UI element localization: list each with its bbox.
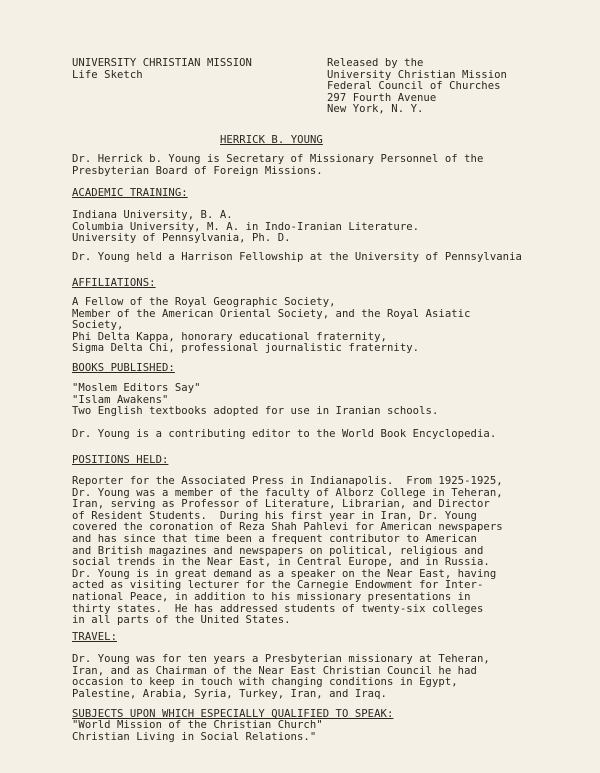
books-note: Dr. Young is a contributing editor to the World Book Encyclopedia. [72,428,497,440]
travel-paragraph [72,654,490,700]
subject-line: Christian Living in Social Relations." [72,730,317,743]
travel-line: Palestine, Arabia, Syria, Turkey, Iran, and Iraq. [72,687,387,700]
book-line: Two English textbooks adopted for use in Iranian schools. [72,405,439,418]
affiliation-line: Phi Delta Kappa, honorary educational fraternity, [72,330,387,343]
travel-line: occasion to keep in touch with changing conditions in Egypt, [72,676,458,689]
release-line-1: Released by the [327,57,424,69]
academic-line: University of Pennsylvania, Ph. D. [72,232,291,245]
release-line-3: Federal Council of Churches [327,80,501,93]
positions-line: Dr. Young was a member of the faculty of Alborz College in Teheran, [72,486,503,499]
positions-line: in all parts of the United States. [72,614,291,627]
affiliation-line: Member of the American Oriental Society, and the Royal Asiatic [72,307,471,320]
header-right [327,58,507,116]
intro-line: Dr. Herrick b. Young is Secretary of Missionary Personnel of the [72,153,484,165]
intro-paragraph [72,154,483,177]
positions-line: acted as visiting lecturer for the Carnegie Endowment for Inter- [72,579,484,592]
positions-paragraph [72,476,503,627]
release-line-5: New York, N. Y. [327,103,424,116]
release-line-2: University Christian Mission [327,68,507,81]
affiliation-line: Society, [72,319,124,332]
positions-line: Reporter for the Associated Press in Indianapolis. From 1925-1925, [72,475,503,487]
academic-line: Indiana University, B. A. [72,209,233,221]
positions-line: and British magazines and newspapers on political, religious and [72,544,484,557]
academic-note: Dr. Young held a Harrison Fellowship at the University of Pennsylvania [72,251,522,263]
academic-heading: ACADEMIC TRAINING: [72,187,188,199]
positions-line: national Peace, in addition to his missionary presentations in [72,590,471,603]
affiliations-list [72,297,471,355]
books-heading: BOOKS PUBLISHED: [72,362,175,374]
subjects-list [72,720,323,743]
positions-heading: POSITIONS HELD: [72,454,169,466]
positions-line: thirty states. He has addressed students of twenty-six colleges [72,602,484,615]
release-line-4: 297 Fourth Avenue [327,91,437,104]
travel-line: Iran, and as Chairman of the Near East Christian Council he had [72,664,477,677]
affiliation-line: Sigma Delta Chi, professional journalistic fraternity. [72,342,420,355]
subject-line: "World Mission of the Christian Church" [72,719,323,731]
subjects-heading: SUBJECTS UPON WHICH ESPECIALLY QUALIFIED TO SPEAK: [72,708,394,720]
positions-line: Iran, serving as Professor of Literature, Librarian, and Director [72,498,490,511]
books-list [72,383,438,418]
header-subtitle: Life Sketch [72,68,143,81]
academic-line: Columbia University, M. A. in Indo-Iranian Literature. [72,220,420,233]
positions-line: covered the coronation of Reza Shah Pahlevi for American newspapers [72,521,503,534]
travel-heading: TRAVEL: [72,631,117,643]
positions-line: Dr. Young is in great demand as a speaker on the Near East, having [72,567,497,580]
page-title: HERRICK B. YOUNG [220,134,323,146]
academic-list [72,210,419,245]
affiliations-heading: AFFILIATIONS: [72,277,156,289]
travel-line: Dr. Young was for ten years a Presbyterian missionary at Teheran, [72,653,490,665]
header-left [72,58,252,81]
positions-line: of Resident Students. During his first year in Iran, Dr. Young [72,509,477,522]
positions-line: social trends in the Near East, in Central Europe, and in Russia. [72,556,490,569]
book-line: "Islam Awakens" [72,393,169,406]
book-line: "Moslem Editors Say" [72,382,201,394]
intro-line: Presbyterian Board of Foreign Missions. [72,164,323,177]
header-org: UNIVERSITY CHRISTIAN MISSION [72,57,252,69]
affiliation-line: A Fellow of the Royal Geographic Society, [72,296,336,308]
positions-line: and has since that time been a frequent contributor to American [72,532,477,545]
